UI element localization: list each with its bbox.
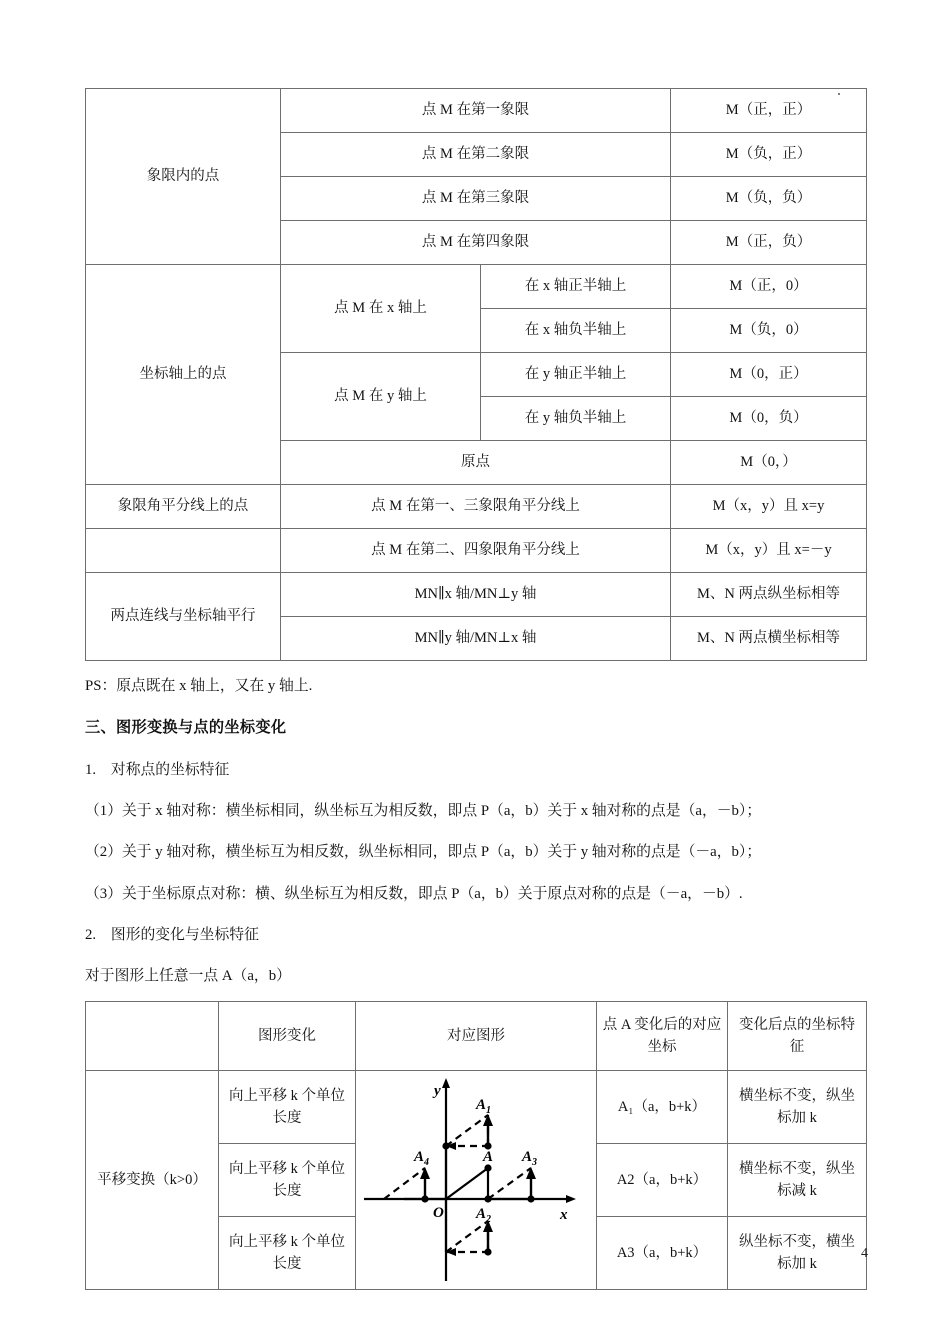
item2-lead: 对于图形上任意一点 A（a，b）: [85, 967, 291, 984]
item1-paragraph-1: （1）关于 x 轴对称：横坐标相同，纵坐标互为相反数，即点 P（a，b）关于 x 轴对称的点是（a，－b）；: [85, 803, 762, 820]
header-blank: [86, 1002, 219, 1071]
cell-change-3: 向上平移 k 个单位长度: [219, 1217, 356, 1290]
cell-change-2: 向上平移 k 个单位长度: [219, 1144, 356, 1217]
page-content: [85, 88, 866, 1290]
point-A-dot: [484, 1165, 491, 1172]
label-A4: $A_4$: [414, 1149, 430, 1169]
origin-label: O: [433, 1205, 444, 1222]
header-change: 图形变化: [219, 1002, 356, 1071]
table-row: [86, 1071, 867, 1144]
cell-result: M（x，y）且 x=－y: [671, 529, 867, 573]
cell-condition: 点 M 在第二象限: [281, 133, 671, 177]
cell-result: M（正，0）: [671, 265, 867, 309]
table-row: [86, 89, 867, 133]
coordinate-plane-svg: [362, 1073, 590, 1287]
cell-condition: 点 M 在第三象限: [281, 177, 671, 221]
triangle-hypotenuse: [446, 1168, 488, 1199]
cell-coord-3: A3（a，b+k）: [597, 1217, 728, 1290]
header-figure: 对应图形: [356, 1002, 597, 1071]
point-up-axis-dot: [442, 1143, 449, 1150]
cell-coord-2: A2（a，b+k）: [597, 1144, 728, 1217]
cell-change-1: 向上平移 k 个单位长度: [219, 1071, 356, 1144]
item1-paragraph-3: （3）关于坐标原点对称：横、纵坐标互为相反数，即点 P（a，b）关于原点对称的点是（－a，－b）.: [85, 885, 743, 902]
cell-category-quadrant: 象限内的点: [86, 89, 281, 265]
cell-category-bisector: 象限角平分线上的点: [86, 485, 281, 529]
page-number: 4: [861, 1246, 868, 1261]
cell-result: M、N 两点纵坐标相等: [671, 573, 867, 617]
cell-result: M（0，正）: [671, 353, 867, 397]
table-row: [86, 265, 867, 309]
point-A3-base-dot: [527, 1196, 534, 1203]
cell-diagram: [356, 1071, 597, 1290]
point-coordinate-features-table: [85, 88, 867, 661]
cell-result: M（正，正）: [671, 89, 867, 133]
dashed-hypotenuse-up: [446, 1115, 488, 1146]
cell-condition: 点 M 在第二、四象限角平分线上: [281, 529, 671, 573]
cell-result: M（0，负）: [671, 397, 867, 441]
translation-coordinate-diagram: [360, 1073, 592, 1287]
y-axis-label: y: [434, 1083, 441, 1100]
label-A: A: [483, 1149, 494, 1166]
cell-on-y-axis: 点 M 在 y 轴上: [281, 353, 481, 441]
cell-condition: 点 M 在第一象限: [281, 89, 671, 133]
arrowhead-A3: [526, 1167, 536, 1179]
cell-result: M（正，负）: [671, 221, 867, 265]
dashed-hypotenuse-down: [446, 1221, 488, 1252]
figure-transformation-table: [85, 1001, 867, 1290]
point-A2-base-dot: [484, 1249, 491, 1256]
cell-result: M（负，0）: [671, 309, 867, 353]
cell-detail: 在 x 轴正半轴上: [481, 265, 671, 309]
table-row: [86, 529, 867, 573]
cell-coord-1: A₁（a，b+k）: [597, 1071, 728, 1144]
section-heading: 三、图形变换与点的坐标变化: [85, 719, 287, 737]
table-row: [86, 485, 867, 529]
cell-result: M、N 两点横坐标相等: [671, 617, 867, 661]
cell-feature-2: 横坐标不变，纵坐标减 k: [728, 1144, 867, 1217]
cell-on-x-axis: 点 M 在 x 轴上: [281, 265, 481, 353]
cell-group-translation: 平移变换（k>0）: [86, 1071, 219, 1290]
cell-detail: 在 x 轴负半轴上: [481, 309, 671, 353]
cell-result: M（负，正）: [671, 133, 867, 177]
label-A3: $A_3$: [522, 1149, 538, 1169]
arrowhead-A4: [420, 1167, 430, 1179]
cell-condition: 点 M 在第一、三象限角平分线上: [281, 485, 671, 529]
cell-detail: 在 y 轴负半轴上: [481, 397, 671, 441]
point-A-foot-dot: [484, 1196, 491, 1203]
header-feature: 变化后点的坐标特征: [728, 1002, 867, 1071]
cell-origin: 原点: [281, 441, 671, 485]
item2-title: 2. 图形的变化与坐标特征: [85, 926, 259, 943]
x-axis-label: x: [560, 1207, 568, 1224]
cell-detail: 在 y 轴正半轴上: [481, 353, 671, 397]
label-A2: $A_2$: [476, 1206, 492, 1226]
header-new-coord: 点 A 变化后的对应坐标: [597, 1002, 728, 1071]
cell-feature-3: 纵坐标不变，横坐标加 k: [728, 1217, 867, 1290]
table-row: [86, 573, 867, 617]
item1-paragraph-2: （2）关于 y 轴对称，横坐标互为相反数，纵坐标相同，即点 P（a，b）关于 y 轴对称的点是（－a，b）；: [85, 844, 762, 861]
ps-note: PS：原点既在 x 轴上，又在 y 轴上.: [85, 678, 313, 694]
cell-feature-1: 横坐标不变，纵坐标加 k: [728, 1071, 867, 1144]
cell-result: M（负，负）: [671, 177, 867, 221]
dashed-hypotenuse-right: [488, 1168, 531, 1199]
cell-result: M（x，y）且 x=y: [671, 485, 867, 529]
cell-condition: MN∥y 轴/MN⊥x 轴: [281, 617, 671, 661]
cell-condition: MN∥x 轴/MN⊥y 轴: [281, 573, 671, 617]
cell-category-parallel: 两点连线与坐标轴平行: [86, 573, 281, 661]
item1-title: 1. 对称点的坐标特征: [85, 761, 230, 778]
label-A1: $A_1$: [476, 1097, 492, 1117]
cell-origin-result: M（0，）: [671, 441, 867, 485]
y-axis-arrow: [442, 1078, 450, 1088]
cell-condition: 点 M 在第四象限: [281, 221, 671, 265]
x-axis-arrow: [566, 1195, 576, 1203]
table-header-row: [86, 1002, 867, 1071]
cell-category-bisector-empty: [86, 529, 281, 573]
cell-category-axis: 坐标轴上的点: [86, 265, 281, 485]
dashed-hypotenuse-left: [384, 1168, 425, 1199]
point-A4-base-dot: [421, 1196, 428, 1203]
